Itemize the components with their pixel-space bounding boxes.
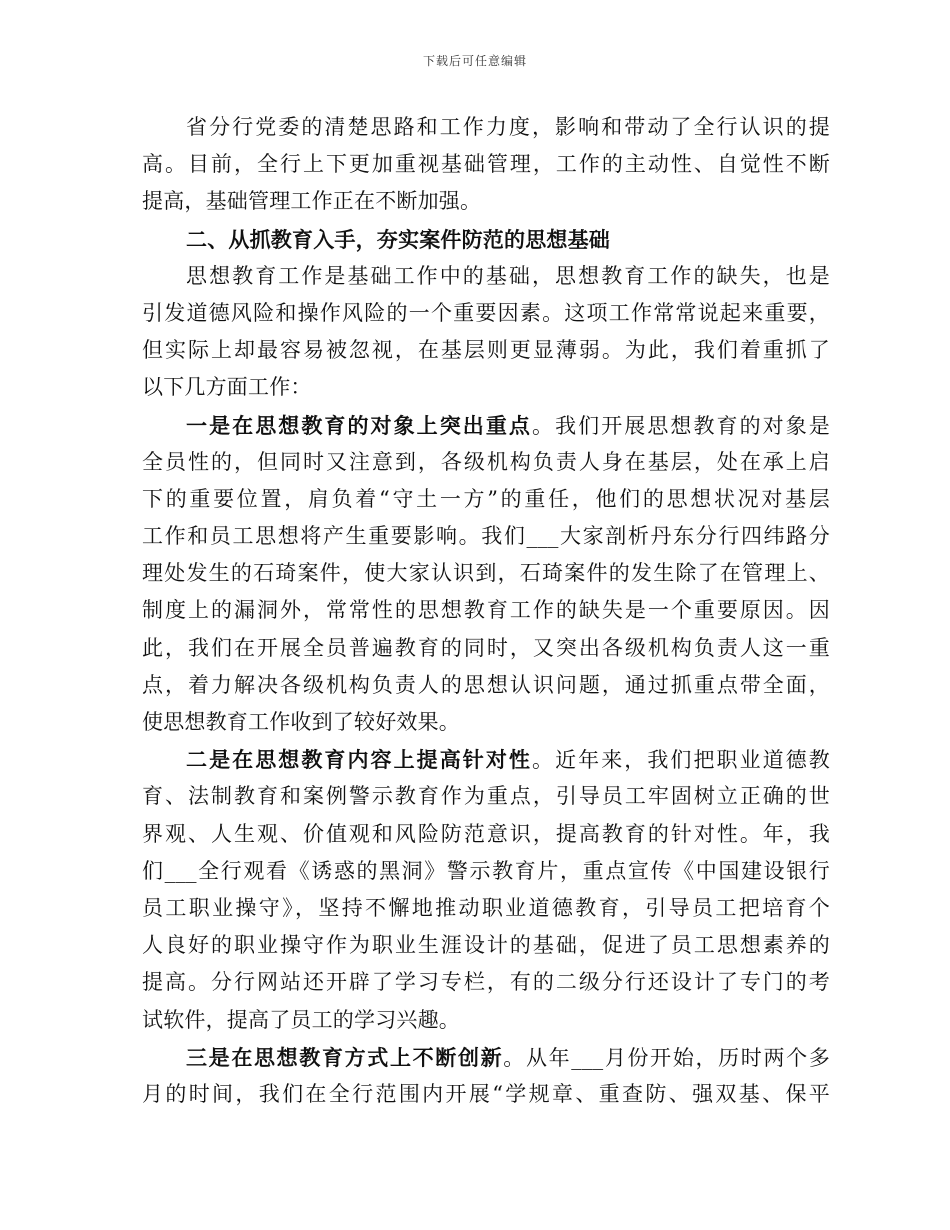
body-text: 们___全行观看《诱惑的黑洞》警示教育片，重点宣传《中国建设银行 (142, 858, 830, 883)
paragraph-line (142, 964, 830, 1001)
body-text: 人良好的职业操守作为职业生涯设计的基础，促进了员工思想素养的 (142, 933, 830, 958)
paragraph-line (142, 630, 830, 667)
body-text: 省分行党委的清楚思路和工作力度，影响和带动了全行认识的提 (186, 115, 830, 139)
paragraph-line (142, 481, 830, 518)
body-text: 全员性的，但同时又注意到，各级机构负责人身在基层，处在承上启 (142, 449, 830, 474)
body-text: 试软件，提高了员工的学习兴趣。 (142, 1007, 460, 1032)
body-text: 提高。分行网站还开辟了学习专栏，有的二级分行还设计了专门的考 (142, 970, 830, 995)
paragraph-line (142, 332, 830, 369)
paragraph-first-line (142, 741, 830, 778)
body-text: 员工职业操守》，坚持不懈地推动职业道德教育，引导员工把培育个 (142, 895, 830, 920)
bold-heading-text: 一是在思想教育的对象上突出重点 (186, 412, 532, 438)
paragraph-line (142, 704, 830, 741)
paragraph-line (142, 444, 830, 481)
body-text: 点，着力解决各级机构负责人的思想认识问题，通过抓重点带全面， (142, 672, 830, 697)
paragraph-first-line (142, 258, 830, 295)
body-text: 提高，基础管理工作正在不断加强。 (142, 189, 482, 214)
body-text: 。近年来，我们把职业道德教 (532, 748, 830, 773)
body-text: 理处发生的石琦案件，使大家认识到，石琦案件的发生除了在管理上、 (142, 561, 830, 586)
paragraph-line (142, 1076, 830, 1113)
paragraph-line (142, 518, 830, 555)
body-text: 思想教育工作是基础工作中的基础，思想教育工作的缺失，也是 (186, 263, 830, 288)
page-header: 下载后可任意编辑 (422, 54, 527, 68)
paragraph-line (142, 927, 830, 964)
paragraph-line (142, 369, 830, 406)
paragraph-line (142, 555, 830, 592)
paragraph-line (142, 778, 830, 815)
paragraph-line (142, 890, 830, 927)
paragraph-line (142, 183, 830, 220)
bold-heading-text: 三是在思想教育方式上不断创新 (186, 1044, 504, 1070)
body-text: 下的重要位置，肩负着“守土一方”的重任，他们的思想状况对基层 (142, 486, 830, 511)
paragraph-line (142, 816, 830, 853)
paragraph-line (142, 667, 830, 704)
paragraph-first-line (142, 221, 830, 258)
paragraph-first-line (142, 407, 830, 444)
paragraph-line (142, 592, 830, 629)
paragraph-line (142, 146, 830, 183)
body-text: 月的时间，我们在全行范围内开展“学规章、重查防、强双基、保平 (142, 1081, 830, 1106)
body-text: 以下几方面工作： (142, 375, 312, 400)
body-text: 。我们开展思想教育的对象是 (532, 413, 830, 438)
body-text: 高。目前，全行上下更加重视基础管理，工作的主动性、自觉性不断 (142, 152, 830, 177)
body-text: 。从年___月份开始，历时两个多 (503, 1045, 830, 1070)
bold-heading-text: 二是在思想教育内容上提高针对性 (186, 747, 532, 773)
body-text: 使思想教育工作收到了较好效果。 (142, 710, 460, 734)
document-body (142, 109, 830, 1113)
bold-heading-text: 二、从抓教育入手，夯实案件防范的思想基础 (186, 226, 610, 252)
paragraph-line (142, 1002, 830, 1039)
paragraph-line (142, 853, 830, 890)
paragraph-first-line (142, 109, 830, 146)
body-text: 育、法制教育和案例警示教育作为重点，引导员工牢固树立正确的世 (142, 784, 830, 809)
body-text: 但实际上却最容易被忽视，在基层则更显薄弱。为此，我们着重抓了 (142, 338, 830, 363)
body-text: 引发道德风险和操作风险的一个重要因素。这项工作常常说起来重要， (142, 300, 830, 325)
paragraph-line (142, 295, 830, 332)
body-text: 界观、人生观、价值观和风险防范意识，提高教育的针对性。年，我 (142, 821, 830, 846)
paragraph-first-line (142, 1039, 830, 1076)
body-text: 工作和员工思想将产生重要影响。我们___大家剖析丹东分行四纬路分 (142, 524, 830, 549)
body-text: 此，我们在开展全员普遍教育的同时，又突出各级机构负责人这一重 (142, 635, 830, 660)
body-text: 制度上的漏洞外，常常性的思想教育工作的缺失是一个重要原因。因 (142, 598, 830, 623)
